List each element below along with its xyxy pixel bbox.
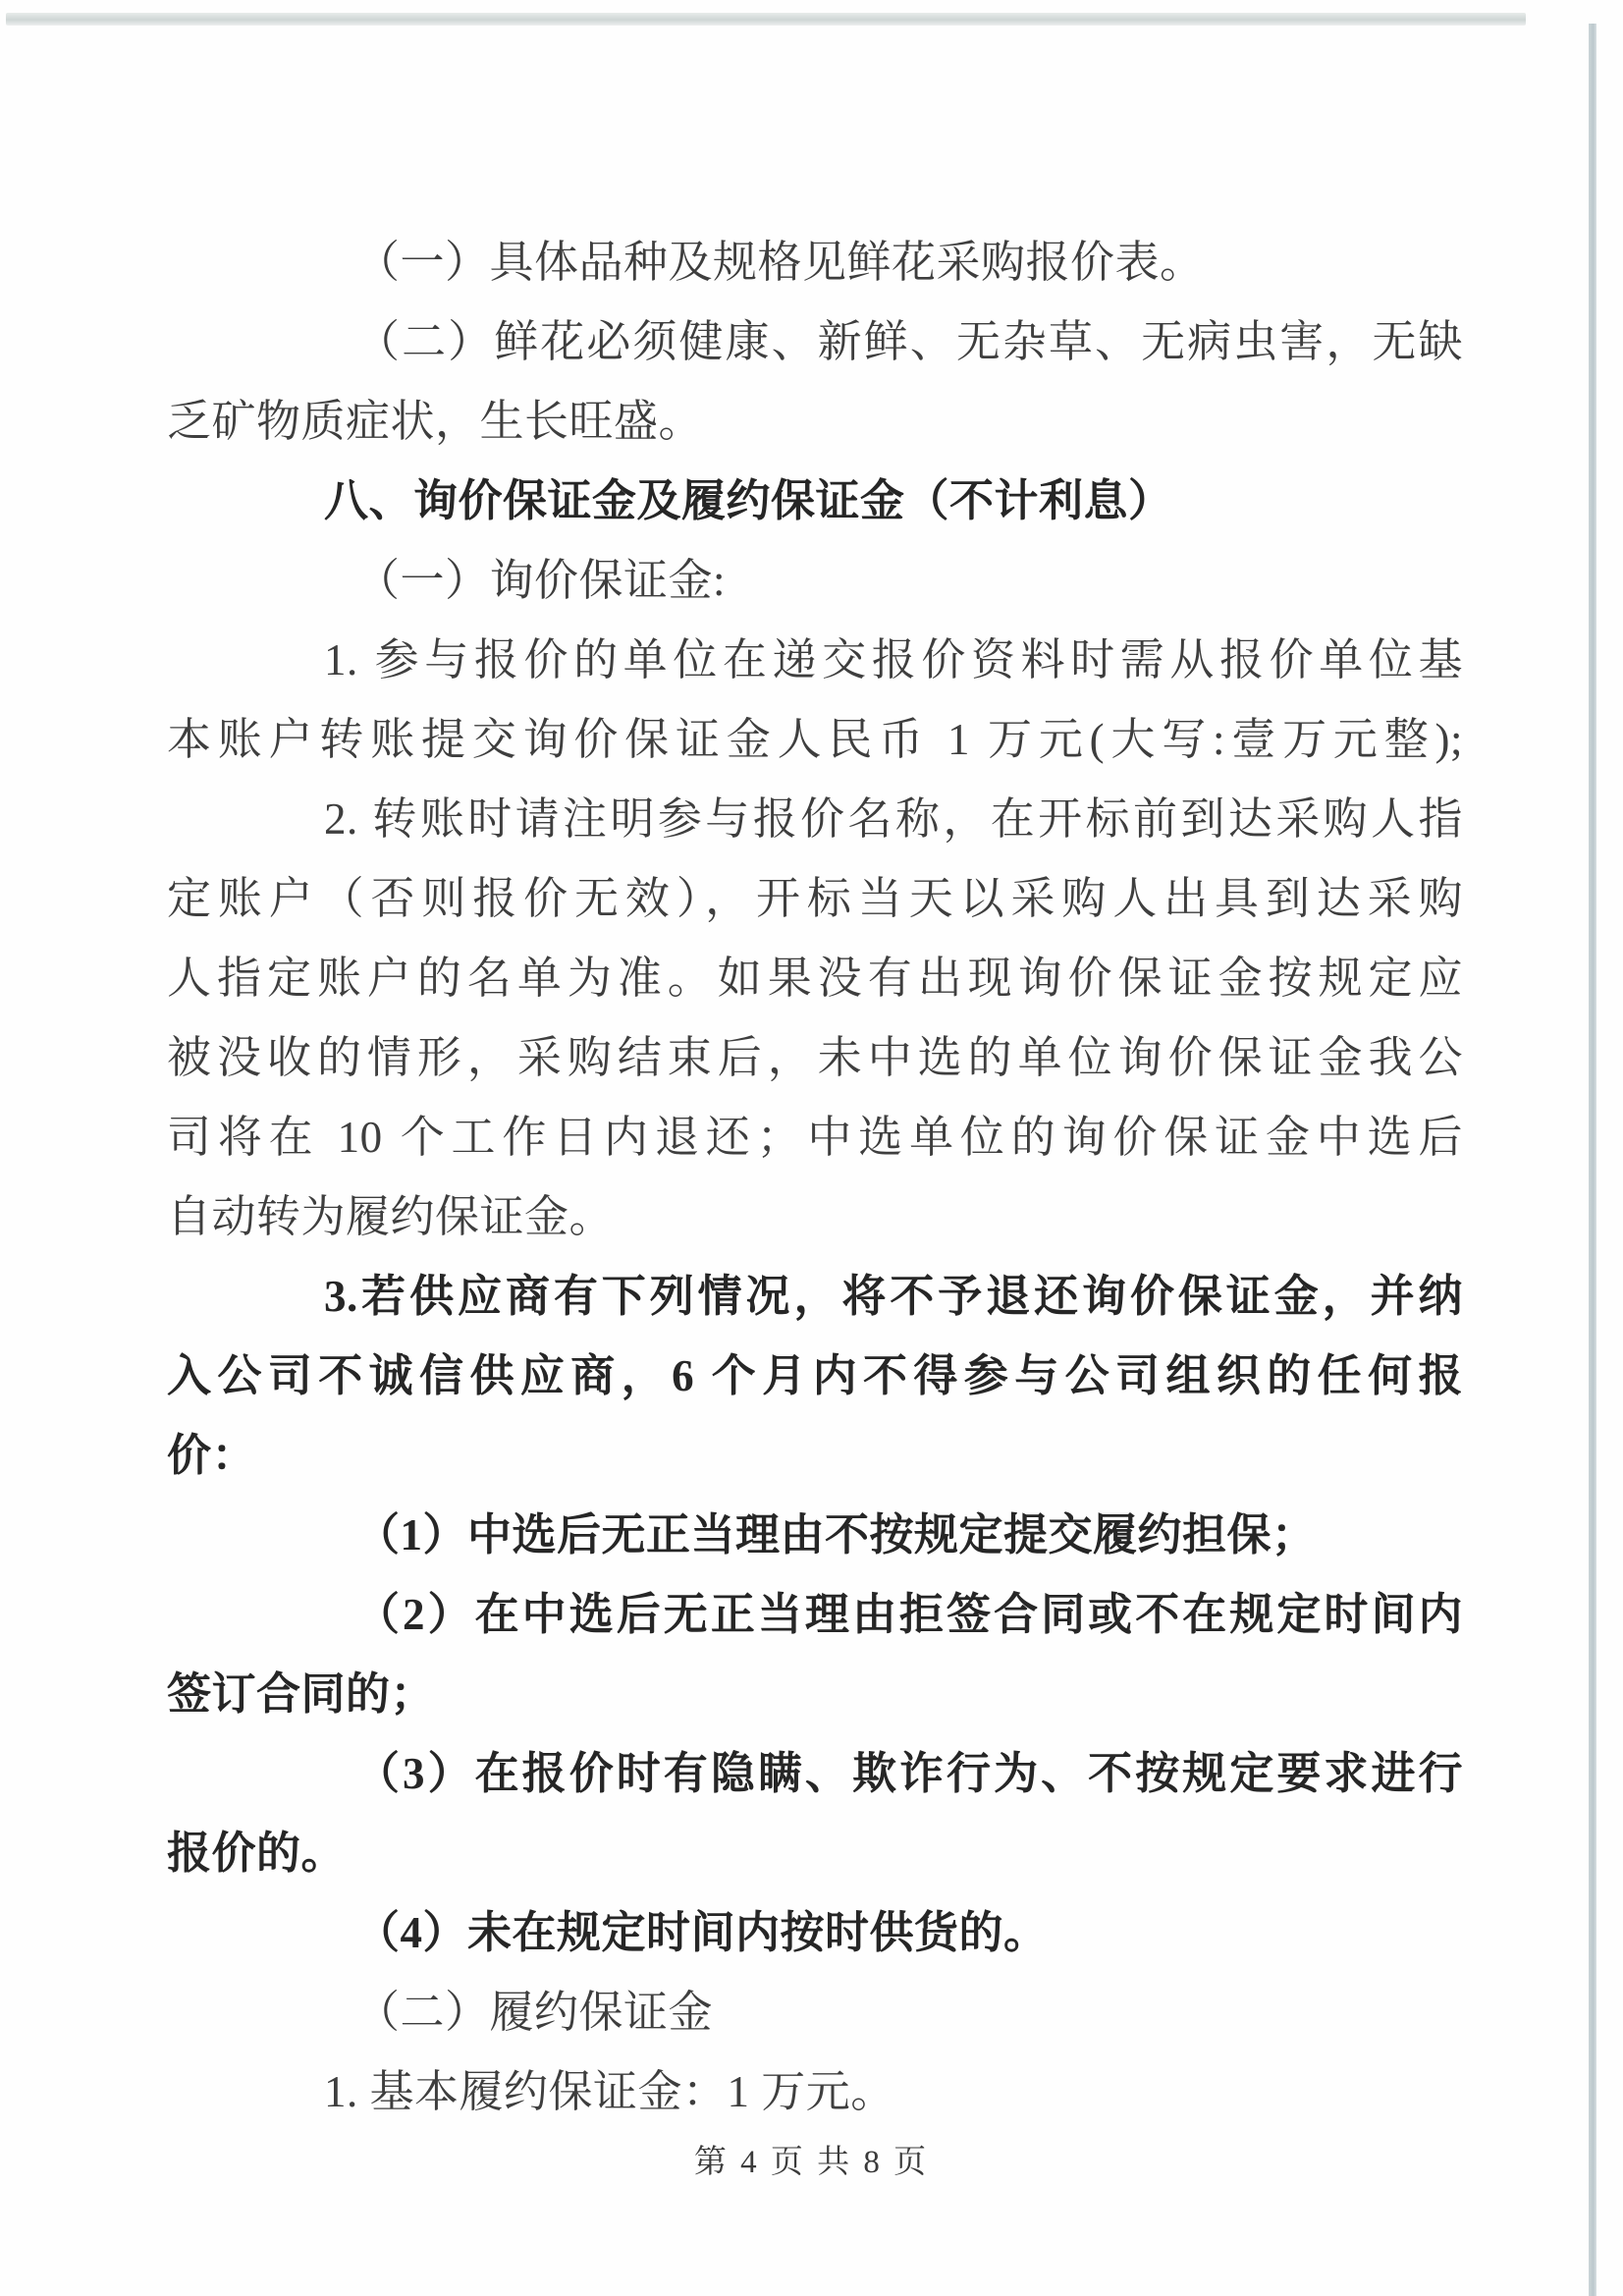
text-line: 乏矿物质症状，生长旺盛。	[167, 397, 704, 446]
text-line: 入公司不诚信供应商，6 个月内不得参与公司组织的任何报	[167, 1351, 1463, 1400]
text-line: （4）未在规定时间内按时供货的。	[355, 1908, 1049, 1957]
text-line: 司将在 10 个工作日内退还；中选单位的询价保证金中选后	[167, 1113, 1463, 1162]
text-line: （3）在报价时有隐瞒、欺诈行为、不按规定要求进行	[355, 1749, 1463, 1798]
text-line: 人指定账户的名单为准。如果没有出现询价保证金按规定应	[167, 954, 1463, 1003]
text-line: 定账户（否则报价无效），开标当天以采购人出具到达采购	[167, 874, 1463, 923]
text-line: 2. 转账时请注明参与报价名称，在开标前到达采购人指	[324, 794, 1463, 844]
text-line: 签订合同的；	[167, 1669, 436, 1719]
text-line: 自动转为履约保证金。	[167, 1192, 615, 1241]
text-line: 3.若供应商有下列情况，将不予退还询价保证金，并纳	[324, 1272, 1463, 1321]
text-line: 报价的。	[167, 1829, 347, 1878]
text-line: （一）具体品种及规格见鲜花采购报价表。	[355, 238, 1205, 287]
text-line: 1. 基本履约保证金：1 万元。	[324, 2067, 895, 2116]
text-line: 本账户转账提交询价保证金人民币 1 万元(大写:壹万元整);	[167, 715, 1463, 764]
text-line: 八、询价保证金及履约保证金（不计利息）	[324, 476, 1173, 525]
text-line: （二）履约保证金	[355, 1988, 714, 2037]
page-number: 第 4 页 共 8 页	[693, 2145, 930, 2180]
scan-artifact-right-line	[1589, 24, 1596, 2296]
text-line: （一）询价保证金:	[355, 556, 727, 605]
document-body	[167, 223, 1463, 2132]
text-line: （2）在中选后无正当理由拒签合同或不在规定时间内	[355, 1590, 1463, 1639]
text-line: （二）鲜花必须健康、新鲜、无杂草、无病虫害，无缺	[355, 317, 1463, 366]
text-line: 被没收的情形，采购结束后，未中选的单位询价保证金我公	[167, 1033, 1463, 1082]
text-line: 1. 参与报价的单位在递交报价资料时需从报价单位基	[324, 635, 1463, 684]
scan-artifact-top-stripe	[6, 13, 1526, 26]
text-line: （1）中选后无正当理由不按规定提交履约担保；	[355, 1510, 1317, 1559]
text-line: 价：	[167, 1431, 257, 1480]
